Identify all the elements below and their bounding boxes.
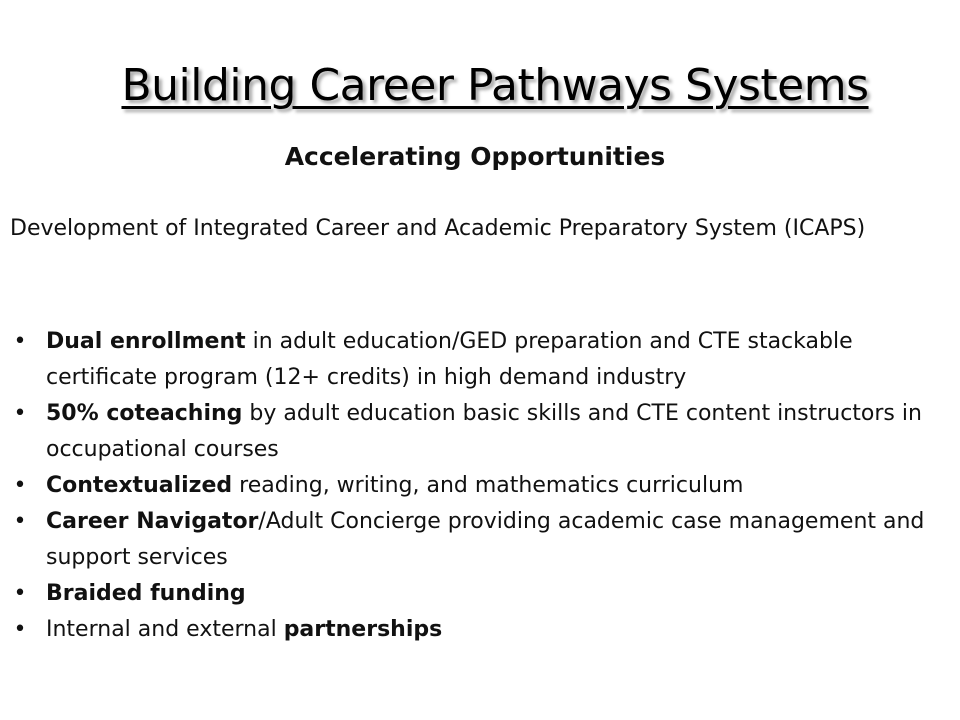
- bullet-text: /Adult Concierge providing academic case management and support services: [46, 509, 925, 570]
- bullet-item-partnerships: [0, 612, 950, 648]
- bullet-emphasis: Braided funding: [46, 581, 246, 606]
- bullet-icon: •: [13, 401, 27, 426]
- bullet-text: Internal and external: [46, 617, 284, 642]
- bullet-emphasis: Career Navigator: [46, 509, 259, 534]
- bullet-text: by adult education basic skills and CTE content instructors in occupational courses: [46, 401, 922, 462]
- bullet-emphasis: partnerships: [283, 617, 443, 642]
- bullet-emphasis: Dual enrollment: [46, 329, 246, 354]
- slide-title: Building Career Pathways Systems: [121, 60, 869, 111]
- bullet-icon: •: [13, 329, 27, 354]
- bullet-icon: •: [13, 473, 27, 498]
- bullet-item-dual-enrollment: [0, 324, 950, 396]
- bullet-item-coteaching: [0, 396, 950, 468]
- bullet-emphasis: Contextualized: [46, 473, 233, 498]
- bullet-text: in adult education/GED preparation and CTE stackable certificate program (12+ credits) in high demand industry: [46, 329, 853, 390]
- slide-subtitle: Accelerating Opportunities: [284, 142, 666, 171]
- bullet-icon: •: [13, 509, 27, 534]
- bullet-icon: •: [13, 581, 27, 606]
- intro-text: Development of Integrated Career and Academic Preparatory System (ICAPS): [10, 216, 866, 241]
- bullet-emphasis: 50% coteaching: [46, 401, 243, 426]
- bullet-item-career-navigator: [0, 504, 950, 576]
- bullet-text: reading, writing, and mathematics curriculum: [232, 473, 744, 498]
- bullet-list: [0, 324, 950, 648]
- bullet-item-braided-funding: [0, 576, 950, 612]
- bullet-item-contextualized: [0, 468, 950, 504]
- bullet-icon: •: [13, 617, 27, 642]
